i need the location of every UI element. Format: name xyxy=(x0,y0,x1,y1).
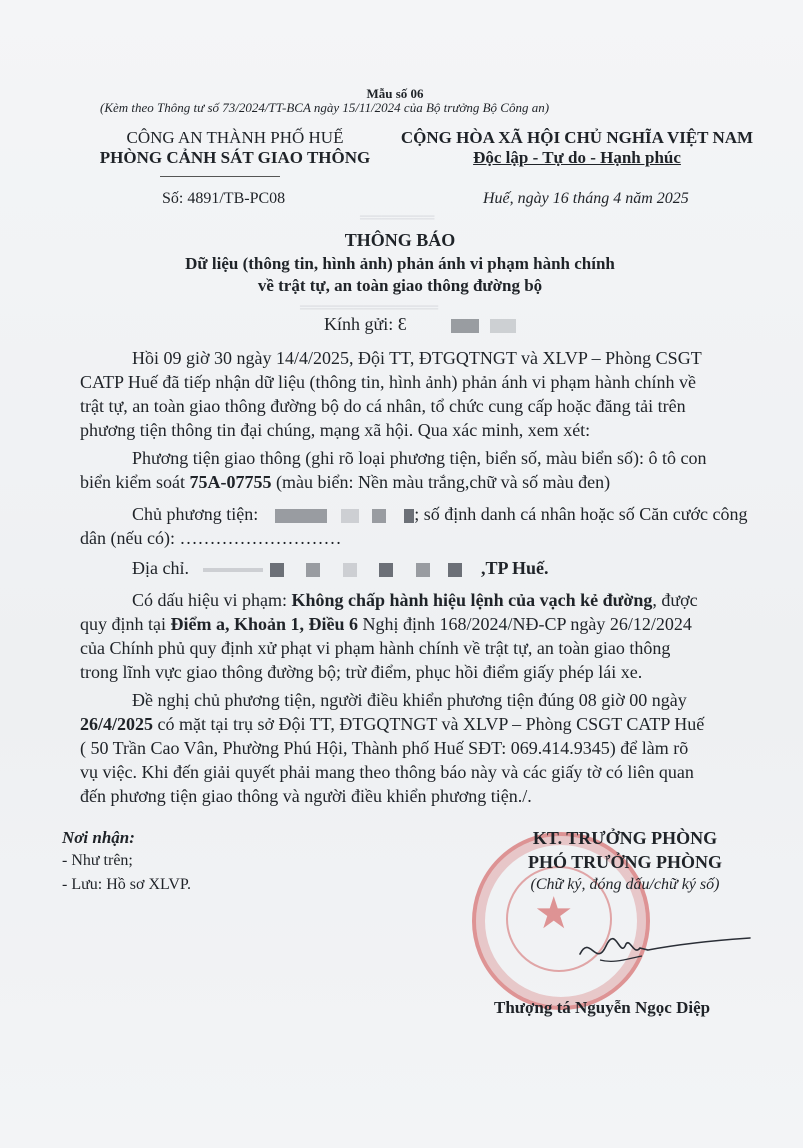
violation-act: Không chấp hành hiệu lệnh của vạch kẻ đường xyxy=(291,590,653,610)
paragraph-line xyxy=(80,502,795,526)
paragraph-address xyxy=(80,556,795,580)
recipients-item: - Lưu: Hồ sơ XLVP. xyxy=(62,876,191,893)
violation-suffix: , được xyxy=(652,590,698,610)
redacted-owner xyxy=(341,509,359,523)
paragraph-line: Đề nghị chủ phương tiện, người điều khiển phương tiện đúng 08 giờ 00 ngày xyxy=(132,690,687,710)
redacted-address xyxy=(379,563,393,577)
signature-title-1: KT. TRƯỞNG PHÒNG xyxy=(532,828,718,848)
header-divider xyxy=(160,176,280,177)
handwritten-signature xyxy=(560,920,760,980)
owner-id-label: ; số định danh cá nhân hoặc số Căn cước công xyxy=(414,504,748,524)
redacted-address xyxy=(416,563,430,577)
paragraph-line xyxy=(80,612,795,636)
redacted-owner xyxy=(275,509,327,523)
appointment-place: có mặt tại trụ sở Đội TT, ĐTGQTNGT và XLVP – Phòng CSGT CATP Huế xyxy=(153,714,705,734)
redacted-address xyxy=(270,563,284,577)
national-motto: Độc lập - Tự do - Hạnh phúc xyxy=(473,148,681,167)
redacted-address xyxy=(448,563,462,577)
nation-title: CỘNG HÒA XÃ HỘI CHỦ NGHĨA VIỆT NAM xyxy=(400,128,754,147)
redacted-owner xyxy=(404,509,414,523)
license-plate: 75A-07755 xyxy=(189,472,272,492)
agency-name: CÔNG AN THÀNH PHỐ HUẾ xyxy=(126,128,344,147)
redacted-address xyxy=(343,563,357,577)
redacted-recipient xyxy=(451,319,479,333)
star-icon: ★ xyxy=(534,888,574,939)
department-name: PHÒNG CẢNH SÁT GIAO THÔNG xyxy=(99,148,371,167)
paragraph-line: CATP Huế đã tiếp nhận dữ liệu (thông tin, hình ảnh) phản ánh vi phạm hành chính về xyxy=(80,372,696,392)
address-city: ,TP Huế. xyxy=(480,558,549,578)
signer-name: Thượng tá Nguyễn Ngọc Diệp xyxy=(494,998,711,1017)
paragraph-line: trong lĩnh vực giao thông đường bộ; trừ điểm, phục hồi điểm giấy phép lái xe. xyxy=(80,662,643,682)
paragraph-line xyxy=(80,712,795,736)
redacted-recipient xyxy=(490,319,516,333)
form-reference: (Kèm theo Thông tư số 73/2024/TT-BCA ngày 15/11/2024 của Bộ trưởng Bộ Công an) xyxy=(100,100,550,115)
appointment-date: 26/4/2025 xyxy=(80,714,154,734)
paragraph-line: Phương tiện giao thông (ghi rõ loại phương tiện, biển số, màu biển số): ô tô con xyxy=(132,448,707,468)
bleed-through-text: ═════════════ xyxy=(300,300,439,316)
paragraph-line: đến phương tiện giao thông và người điều khiển phương tiện./. xyxy=(80,786,532,806)
paragraph-vehicle xyxy=(80,446,795,494)
plate-color: (màu biển: Nền màu trắng,chữ và số màu đen) xyxy=(271,472,611,492)
regulation-prefix: quy định tại xyxy=(80,614,171,634)
paragraph-line: dân (nếu có): ……………………… xyxy=(80,528,342,548)
paragraph-violation xyxy=(80,588,795,684)
redacted-address xyxy=(203,568,263,572)
notice-subtitle-1: Dữ liệu (thông tin, hình ảnh) phản ánh vi phạm hành chính xyxy=(185,254,615,273)
paragraph-request xyxy=(80,688,795,808)
signature-note: (Chữ ký, đóng dấu/chữ ký số) xyxy=(530,876,720,893)
redacted-owner xyxy=(372,509,386,523)
paragraph-line: vụ việc. Khi đến giải quyết phải mang theo thông báo này và các giấy tờ có liên quan xyxy=(80,762,694,782)
regulation-article: Điểm a, Khoản 1, Điều 6 xyxy=(170,614,359,634)
redacted-address xyxy=(306,563,320,577)
paragraph-line: trật tự, an toàn giao thông đường bộ do cá nhân, tổ chức cung cấp hoặc đăng tải trên xyxy=(80,396,686,416)
form-number: Mẫu số 06 xyxy=(366,86,424,101)
regulation-decree: Nghị định 168/2024/NĐ-CP ngày 26/12/2024 xyxy=(358,614,692,634)
paragraph-line: của Chính phủ quy định xử phạt vi phạm hành chính về trật tự, an toàn giao thông xyxy=(80,638,671,658)
recipient-label: Kính gửi: Ɛ xyxy=(324,314,407,334)
paragraph-owner xyxy=(80,502,795,550)
paragraph-line xyxy=(80,470,795,494)
recipients-heading: Nơi nhận: xyxy=(62,828,135,847)
paragraph-receipt xyxy=(80,346,795,442)
recipients-item: - Như trên; xyxy=(62,852,133,869)
bleed-through-text: ═══════ xyxy=(360,210,435,226)
recipient-line xyxy=(324,314,516,335)
notice-subtitle-2: về trật tự, an toàn giao thông đường bộ xyxy=(257,276,543,295)
address-label: Địa chỉ. xyxy=(132,558,189,578)
paragraph-line: Hồi 09 giờ 30 ngày 14/4/2025, Đội TT, ĐTGQTNGT và XLVP – Phòng CSGT xyxy=(132,348,702,368)
document-number: Số: 4891/TB-PC08 xyxy=(162,190,286,207)
notice-title: THÔNG BÁO xyxy=(344,230,456,250)
paragraph-line: phương tiện thông tin đại chúng, mạng xã hội. Qua xác minh, xem xét: xyxy=(80,420,591,440)
plate-prefix: biển kiểm soát xyxy=(80,472,190,492)
paragraph-line: ( 50 Trần Cao Vân, Phường Phú Hội, Thành phố Huế SĐT: 069.414.9345) để làm rõ xyxy=(80,738,689,758)
paragraph-line xyxy=(80,556,795,580)
owner-label: Chủ phương tiện: xyxy=(132,504,259,524)
issue-date: Huế, ngày 16 tháng 4 năm 2025 xyxy=(483,190,689,207)
paragraph-line xyxy=(80,588,795,612)
signature-title-2: PHÓ TRƯỞNG PHÒNG xyxy=(527,852,722,872)
violation-prefix: Có dấu hiệu vi phạm: xyxy=(132,590,292,610)
